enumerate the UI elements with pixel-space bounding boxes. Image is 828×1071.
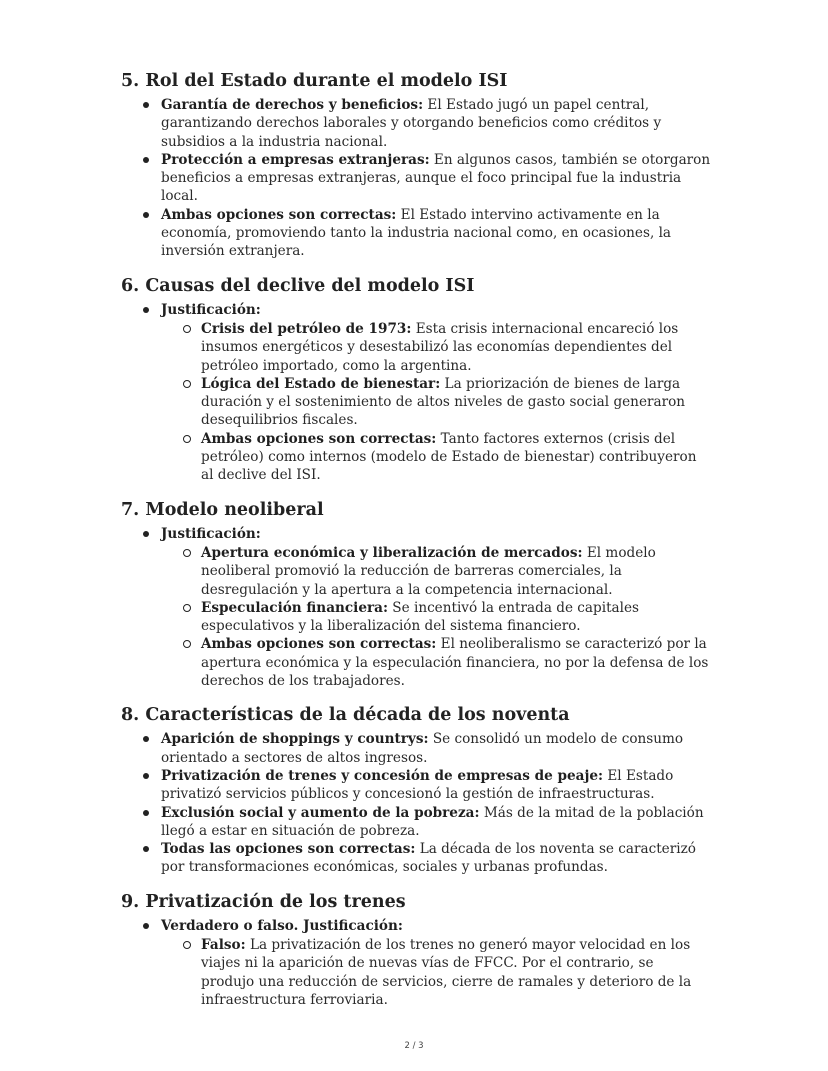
item-term: Ambas opciones son correctas: [201,430,437,447]
list-item [121,96,711,151]
section-8 [121,704,711,876]
sub-list-item [161,599,711,636]
bullet-list [121,917,711,1009]
item-term: Privatización de trenes y concesión de empresas de peaje: [161,767,604,784]
sub-list-item [161,936,711,1009]
section-title: 9. Privatización de los trenes [121,891,406,912]
list-item [121,206,711,261]
list-item [121,525,711,691]
sub-list-item [161,430,711,485]
section-title: 8. Características de la década de los noventa [121,705,570,726]
list-item [121,840,711,877]
item-term: Todas las opciones son correctas: [161,841,416,858]
item-text: Se consolidó un modelo de consumo orientado a sectores de altos ingresos. [161,731,684,766]
item-text: El Estado jugó un papel central, garantizando derechos laborales y otorgando beneficios como créditos y subsidios a la industria nacional. [161,97,662,150]
item-text: La privatización de los trenes no generó mayor velocidad en los viajes ni la aparición de nuevas vías de FFCC. Por el contrario, se produjo una reducción de servicios, cierre de ramales y deterioro de la infraestructura ferroviaria. [201,936,692,1008]
sub-bullet-list [161,936,711,1009]
section-6 [121,275,711,485]
item-term: Crisis del petróleo de 1973: [201,320,412,337]
section-title: 7. Modelo neoliberal [121,499,324,520]
item-heading: Verdadero o falso. Justificación: [161,917,403,934]
bullet-list [121,730,711,876]
item-text: Esta crisis internacional encareció los insumos energéticos y desestabilizó las economías dependientes del petróleo importado, como la argentina. [201,320,679,374]
item-term: Apertura económica y liberalización de mercados: [201,544,583,561]
item-text: El Estado privatizó servicios públicos y concesionó la gestión de infraestructuras. [161,767,674,803]
section-9 [121,891,711,1009]
item-text: En algunos casos, también se otorgaron beneficios a empresas extranjeras, aunque el foco principal fue la industria local. [161,151,711,205]
item-term: Ambas opciones son correctas: [161,206,397,223]
item-text: Más de la mitad de la población llegó a estar en situación de pobreza. [161,804,704,839]
sub-bullet-list [161,320,711,485]
item-heading: Justificación: [161,301,261,318]
item-term: Falso: [201,936,246,953]
sub-list-item [161,635,711,690]
section-title: 6. Causas del declive del modelo ISI [121,275,475,296]
list-item [121,151,711,206]
sub-list-item [161,544,711,599]
item-text: El neoliberalismo se caracterizó por la apertura económica y la especulación financiera, no por la defensa de los derechos de los trabajadores. [201,636,709,690]
section-5 [121,70,711,261]
bullet-list [121,96,711,261]
document-page [121,70,711,1023]
item-text: La década de los noventa se caracterizó por transformaciones económicas, sociales y urbanas profundas. [161,841,696,876]
item-text: La priorización de bienes de larga duración y el sostenimiento de altos niveles de gasto social generaron desequilibrios fiscales. [201,375,686,429]
item-text: Tanto factores externos (crisis del petróleo) como internos (modelo de Estado de bienestar) contribuyeron al declive del ISI. [201,430,697,484]
list-item [121,767,711,804]
list-item [121,804,711,841]
page-indicator: 2 / 3 [404,1041,424,1051]
item-term: Exclusión social y aumento de la pobreza: [161,804,480,821]
item-heading: Justificación: [161,525,261,542]
item-term: Lógica del Estado de bienestar: [201,375,441,392]
item-text: El Estado intervino activamente en la economía, promoviendo tanto la industria nacional como, en ocasiones, la inversión extranjera. [161,206,672,260]
item-term: Aparición de shoppings y countrys: [161,731,429,748]
item-term: Especulación financiera: [201,599,388,616]
item-term: Garantía de derechos y beneficios: [161,97,424,113]
sub-list-item [161,375,711,430]
item-term: Ambas opciones son correctas: [201,636,437,653]
section-title: 5. Rol del Estado durante el modelo ISI [121,71,508,91]
item-text: Se incentivó la entrada de capitales especulativos y la liberalización del sistema financiero. [201,599,640,635]
list-item [121,917,711,1009]
section-7 [121,499,711,691]
item-term: Protección a empresas extranjeras: [161,151,430,168]
bullet-list [121,525,711,691]
list-item [121,730,711,767]
bullet-list [121,301,711,485]
sub-bullet-list [161,544,711,690]
list-item [121,301,711,485]
sub-list-item [161,320,711,375]
item-text: El modelo neoliberal promovió la reducción de barreras comerciales, la desregulación y la apertura a la competencia internacional. [201,544,656,598]
